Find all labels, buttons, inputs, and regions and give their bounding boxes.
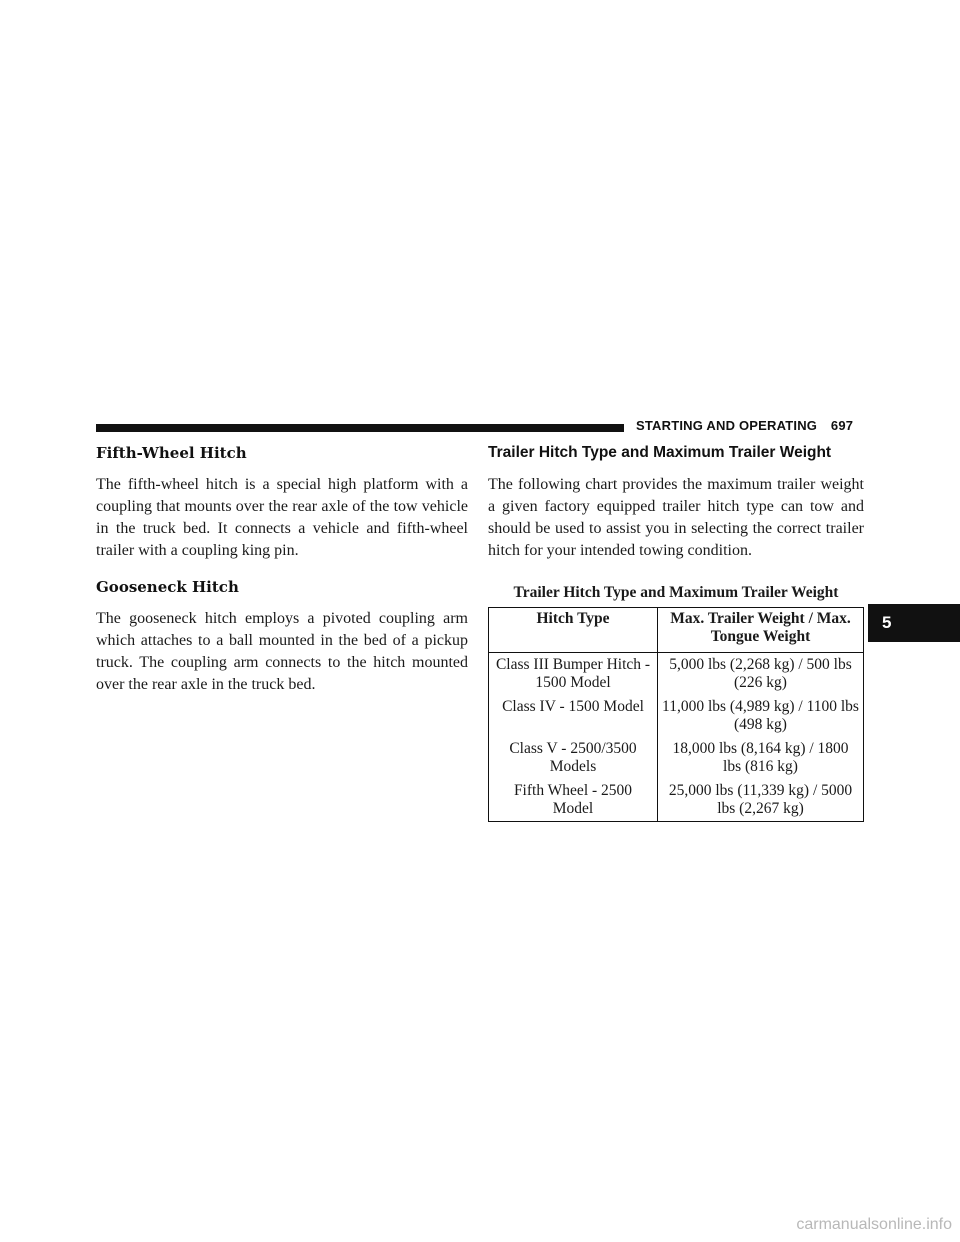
table-row bbox=[489, 653, 864, 696]
hitch-weight-table bbox=[488, 578, 864, 822]
table-row bbox=[489, 737, 864, 779]
table-row bbox=[489, 779, 864, 822]
running-header bbox=[636, 418, 853, 436]
gooseneck-body: The gooseneck hitch employs a pivoted coupling arm which attaches to a ball mounted in the bed of a pickup truck. The coupling arm connects to the hitch mounted over the rear axle in the truck bed. bbox=[96, 610, 468, 693]
hitch-cell: Fifth Wheel - 2500 Model bbox=[489, 779, 658, 822]
fifth-wheel-heading: Fifth-Wheel Hitch bbox=[96, 444, 247, 462]
watermark: carmanualsonline.info bbox=[796, 1216, 952, 1233]
right-column bbox=[488, 444, 864, 822]
page-number: 697 bbox=[830, 418, 854, 433]
hitch-cell: Class III Bumper Hitch - 1500 Model bbox=[489, 653, 658, 696]
hitch-table-wrapper bbox=[488, 578, 864, 822]
weight-cell: 25,000 lbs (11,339 kg) / 5000 lbs (2,267 kg) bbox=[658, 779, 864, 822]
left-column bbox=[96, 444, 468, 712]
hitch-weight-intro: The following chart provides the maximum trailer weight a given factory equipped trailer hitch type can tow and should be used to assist you in selecting the correct trailer hitch for your intended towing condition. bbox=[488, 476, 864, 559]
weight-cell: 11,000 lbs (4,989 kg) / 1100 lbs (498 kg) bbox=[658, 695, 864, 737]
hitch-weight-heading: Trailer Hitch Type and Maximum Trailer Weight bbox=[488, 444, 832, 461]
fifth-wheel-body: The fifth-wheel hitch is a special high platform with a coupling that mounts over the rear axle of the tow vehicle in the truck bed. It connects a vehicle and fifth-wheel trailer with a coupling king pin. bbox=[96, 476, 468, 559]
col-max-weight: Max. Trailer Weight / Max. Tongue Weight bbox=[658, 608, 864, 653]
hitch-cell: Class IV - 1500 Model bbox=[489, 695, 658, 737]
weight-cell: 18,000 lbs (8,164 kg) / 1800 lbs (816 kg) bbox=[658, 737, 864, 779]
table-title: Trailer Hitch Type and Maximum Trailer Weight bbox=[488, 578, 864, 608]
section-title: STARTING AND OPERATING bbox=[636, 418, 818, 433]
gooseneck-heading: Gooseneck Hitch bbox=[96, 578, 239, 596]
weight-cell: 5,000 lbs (2,268 kg) / 500 lbs (226 kg) bbox=[658, 653, 864, 696]
col-hitch-type: Hitch Type bbox=[489, 608, 658, 653]
header-rule bbox=[96, 424, 624, 432]
hitch-cell: Class V - 2500/3500 Models bbox=[489, 737, 658, 779]
section-tab: 5 bbox=[868, 604, 960, 642]
table-header-row bbox=[489, 608, 864, 653]
table-row bbox=[489, 695, 864, 737]
